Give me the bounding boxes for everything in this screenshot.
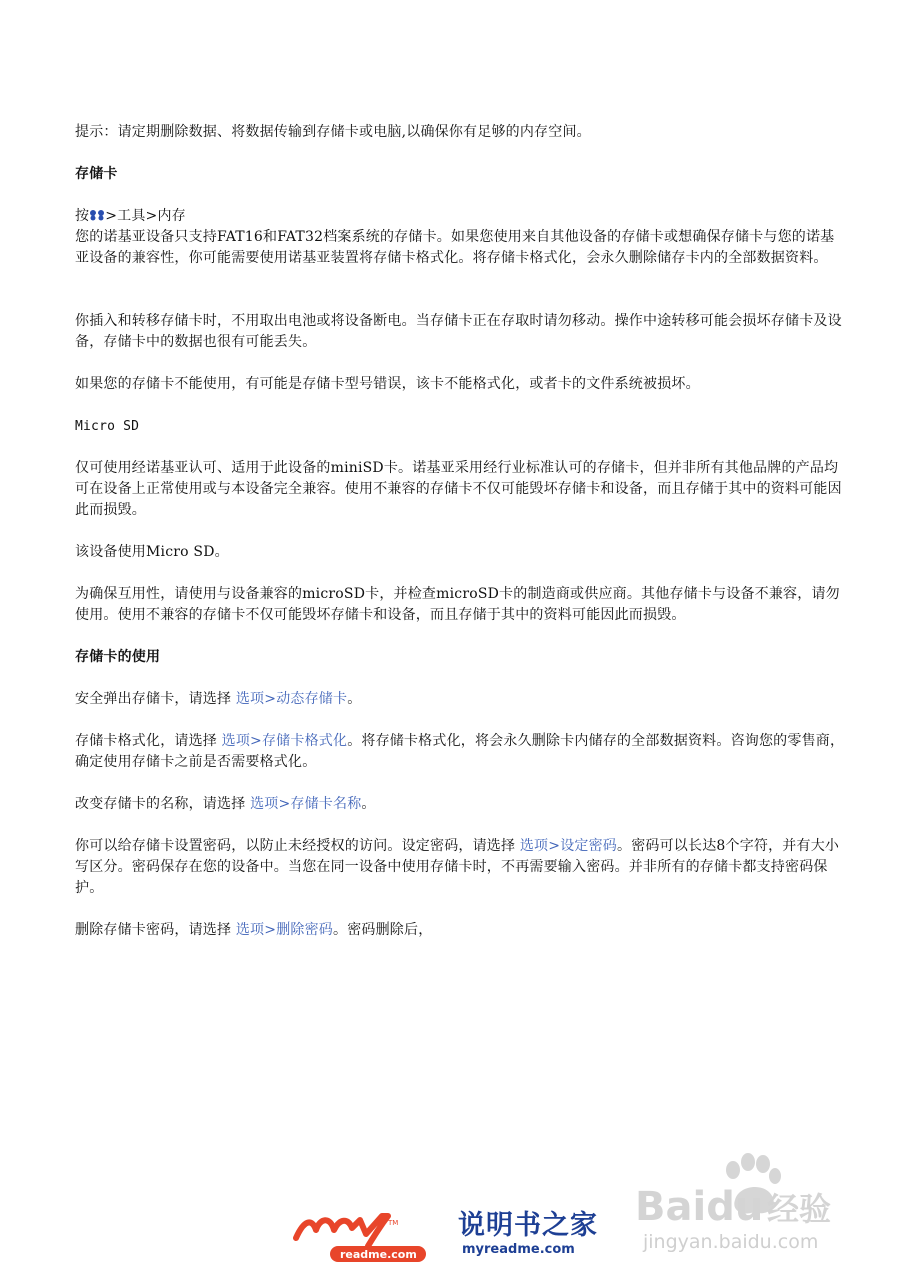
paragraph-eject — [75, 689, 845, 710]
password-text: 你可以给存储卡设置密码，以防止未经授权的访问。设定密码，请选择 — [75, 838, 520, 854]
watermark-url: jingyan.baidu.com — [643, 1231, 819, 1253]
watermark-brand: Baidu — [635, 1184, 764, 1230]
delete-password-text: 删除存储卡密码，请选择 — [75, 922, 236, 938]
logo-cn-text: 说明书之家 — [458, 1210, 598, 1241]
format-menu-link[interactable]: 选项>存储卡格式化 — [221, 733, 348, 749]
myreadme-logo — [290, 1210, 440, 1265]
paragraph-insert-remove: 你插入和转移存储卡时，不用取出电池或将设备断电。当存储卡正在存取时请勿移动。操作中途转移可能会损坏存储卡及设备，存储卡中的数据也很有可能丢失。 — [75, 313, 842, 350]
paragraph-card-unusable: 如果您的存储卡不能使用，有可能是存储卡型号错误，该卡不能格式化，或者卡的文件系统被损坏。 — [75, 376, 700, 392]
paragraph-interoperability: 为确保互用性，请使用与设备兼容的microSD卡，并检查microSD卡的制造商或供应商。其他存储卡与设备不兼容，请勿使用。使用不兼容的存储卡不仅可能毁坏存储卡和设备，而且存储于其中的资料可能因此而损毁。 — [75, 586, 840, 623]
shuomingshu-logo — [458, 1210, 618, 1265]
paragraph-password — [75, 836, 845, 899]
paragraph-minisd-compat: 仅可使用经诺基亚认可、适用于此设备的miniSD卡。诺基亚采用经行业标准认可的存储卡，但并非所有其他品牌的产品均可在设备上正常使用或与本设备完全兼容。使用不兼容的存储卡不仅可能毁坏存储卡和设备，而且存储于其中的资料可能因此而损毁。 — [75, 460, 842, 518]
set-password-link[interactable]: 选项>设定密码 — [519, 838, 617, 854]
paragraph-fat-support: 您的诺基亚设备只支持FAT16和FAT32档案系统的存储卡。如果您使用来自其他设备的存储卡或想确保存储卡与您的诺基亚设备的兼容性，你可能需要使用诺基亚装置将存储卡格式化。将存储卡格式化，会永久删除储存卡内的全部数据资料。 — [75, 229, 835, 266]
paragraph-delete-password — [75, 920, 845, 941]
press-prefix: 按 — [75, 208, 90, 224]
format-suffix: 。将存储卡格式化，将会永久删除卡内储存的全部数据资料。咨询您的零售商，确定使用存储卡之前是否需要格式化。 — [75, 733, 845, 770]
rename-menu-link[interactable]: 选项>存储卡名称 — [250, 796, 362, 812]
rename-text: 改变存储卡的名称，请选择 — [75, 796, 251, 812]
heading-card-usage: 存储卡的使用 — [75, 649, 161, 665]
tip-paragraph: 提示：请定期删除数据、将数据传输到存储卡或电脑,以确保你有足够的内存空间。 — [75, 124, 591, 140]
eject-menu-link[interactable]: 选项>动态存储卡 — [235, 691, 348, 707]
rename-suffix: 。 — [361, 796, 376, 812]
my-swoosh-mark — [296, 1216, 388, 1246]
logo-readme-text: readme.com — [340, 1248, 417, 1261]
logo-en-text: myreadme.com — [462, 1242, 575, 1257]
eject-text: 安全弹出存储卡，请选择 — [75, 691, 236, 707]
menu-key-icon — [89, 209, 105, 221]
delete-password-suffix: 。密码删除后， — [333, 922, 433, 938]
baidu-jingyan-watermark — [635, 1148, 865, 1258]
paragraph-format — [75, 731, 845, 773]
delete-password-link[interactable]: 选项>删除密码 — [235, 922, 333, 938]
watermark-cn: 经验 — [767, 1190, 832, 1228]
paragraph-rename — [75, 794, 845, 815]
paragraph-uses-microsd: 该设备使用Micro SD。 — [75, 544, 229, 560]
eject-suffix: 。 — [347, 691, 362, 707]
password-suffix: 。密码可以长达8个字符，并有大小写区分。密码保存在您的设备中。当您在同一设备中使用存储卡时，不再需要输入密码。并非所有的存储卡都支持密码保护。 — [75, 838, 840, 896]
press-path-line — [75, 206, 845, 227]
format-text: 存储卡格式化，请选择 — [75, 733, 222, 749]
logo-tm: TM — [388, 1219, 399, 1227]
heading-memory-card: 存储卡 — [75, 166, 118, 182]
press-suffix: >工具>内存 — [105, 208, 186, 224]
heading-micro-sd: Micro SD — [75, 419, 140, 434]
